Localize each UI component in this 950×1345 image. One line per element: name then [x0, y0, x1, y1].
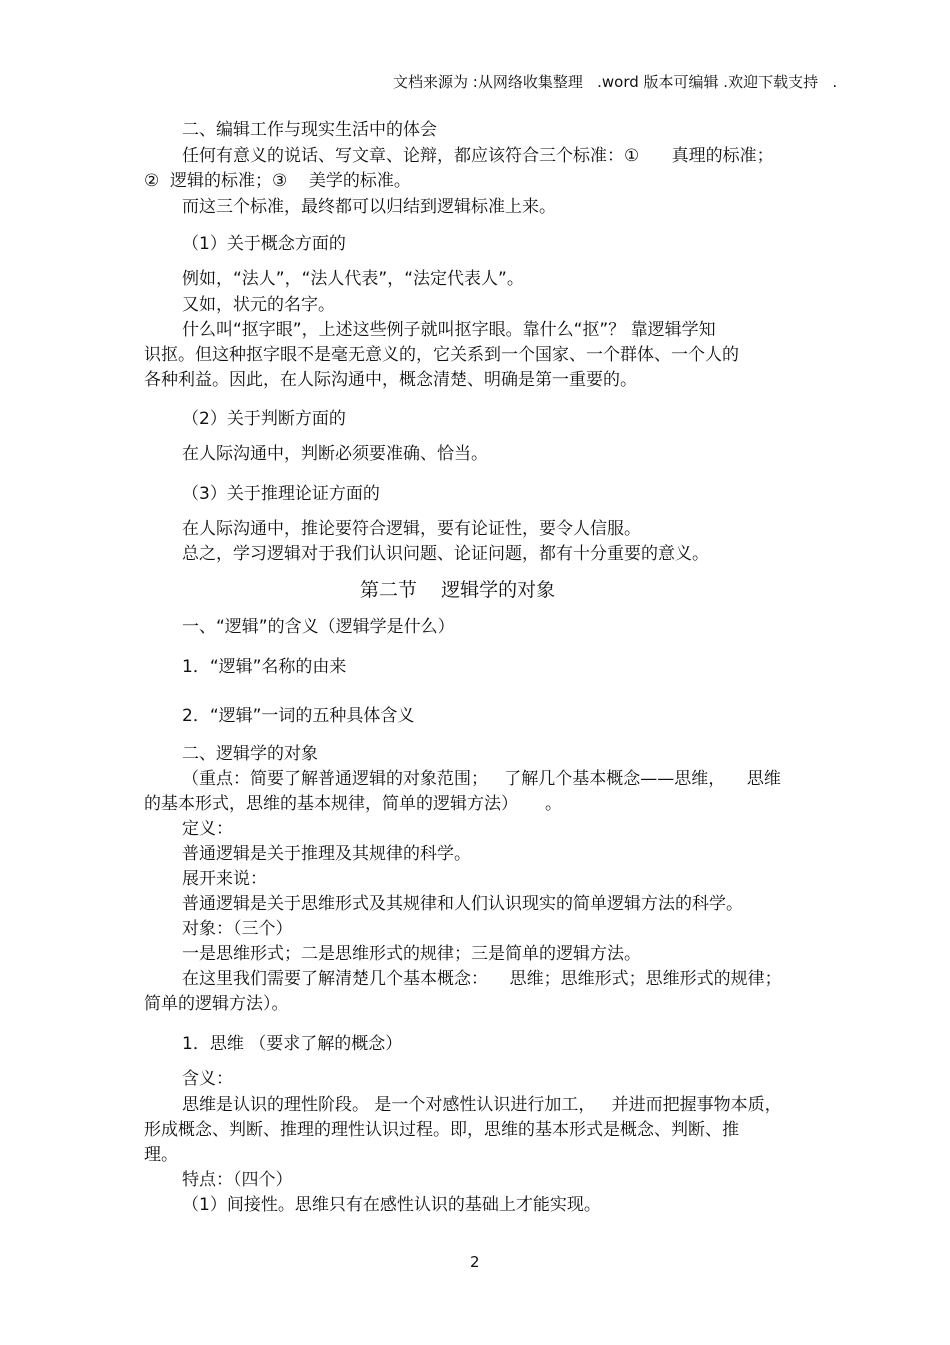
- section-title: 第二节 逻辑学的对象: [360, 579, 556, 601]
- text-line: 什么叫“抠字眼”，上述这些例子就叫抠字眼。靠什么“抠”？ 靠逻辑学知: [182, 320, 716, 340]
- text-line: 任何有意义的说话、写文章、论辩，都应该符合三个标准：① 真理的标准；: [182, 146, 774, 166]
- text-line: 各种利益。因此，在人际沟通中，概念清楚、明确是第一重要的。: [144, 370, 637, 390]
- subheading: （3）关于推理论证方面的: [182, 484, 380, 504]
- subheading: 二、逻辑学的对象: [182, 744, 318, 764]
- text-line: 普通逻辑是关于思维形式及其规律和人们认识现实的简单逻辑方法的科学。: [182, 894, 743, 914]
- text-line: 普通逻辑是关于推理及其规律的科学。: [182, 844, 471, 864]
- text-line: （1）间接性。思维只有在感性认识的基础上才能实现。: [182, 1195, 601, 1215]
- text-line: 二、编辑工作与现实生活中的体会: [182, 120, 437, 140]
- text-line: ② 逻辑的标准；③ 美学的标准。: [144, 171, 411, 191]
- text-line: 在人际沟通中，判断必须要准确、恰当。: [182, 444, 488, 464]
- text-line: 例如，“法人”，“法人代表”，“法定代表人”。: [182, 269, 524, 289]
- subheading: （2）关于判断方面的: [182, 409, 346, 429]
- subheading: （1）关于概念方面的: [182, 234, 346, 254]
- text-line: 在人际沟通中，推论要符合逻辑，要有论证性，要令人信服。: [182, 519, 641, 539]
- text-line: 一是思维形式；二是思维形式的规律；三是简单的逻辑方法。: [182, 944, 641, 964]
- text-line: 识抠。但这种抠字眼不是毫无意义的，它关系到一个国家、一个群体、一个人的: [144, 345, 739, 365]
- subheading: 2．“逻辑”一词的五种具体含义: [182, 706, 415, 726]
- text-line: 简单的逻辑方法）。: [144, 994, 289, 1014]
- text-line: 展开来说：: [182, 869, 267, 889]
- subheading: 1．“逻辑”名称的由来: [182, 657, 347, 677]
- page-header: 文档来源为 :从网络收集整理 .word 版本可编辑 .欢迎下载支持 .: [393, 73, 838, 91]
- text-line: 的基本形式，思维的基本规律，简单的逻辑方法） 。: [144, 794, 563, 814]
- text-line: 定义：: [182, 819, 233, 839]
- text-line: 理。: [144, 1145, 178, 1165]
- text-line: 又如，状元的名字。: [182, 295, 335, 315]
- text-line: 思维是认识的理性阶段。 是一个对感性认识进行加工， 并进而把握事物本质，: [182, 1095, 782, 1115]
- text-line: 含义：: [182, 1069, 233, 1089]
- text-line: 总之，学习逻辑对于我们认识问题、论证问题，都有十分重要的意义。: [182, 544, 709, 564]
- text-line: 对象：（三个）: [182, 919, 293, 939]
- subheading: 一、“逻辑”的含义（逻辑学是什么）: [182, 617, 455, 637]
- text-line: 特点：（四个）: [182, 1170, 293, 1190]
- text-line: 而这三个标准，最终都可以归结到逻辑标准上来。: [182, 197, 556, 217]
- page-number: 2: [470, 1253, 480, 1271]
- text-line: 在这里我们需要了解清楚几个基本概念： 思维；思维形式；思维形式的规律；: [182, 969, 782, 989]
- subheading: 1．思维 （要求了解的概念）: [182, 1034, 403, 1054]
- text-line: 形成概念、判断、推理的理性认识过程。即，思维的基本形式是概念、判断、推: [144, 1120, 739, 1140]
- text-line: （重点：简要了解普通逻辑的对象范围； 了解几个基本概念——思维， 思维: [182, 769, 781, 789]
